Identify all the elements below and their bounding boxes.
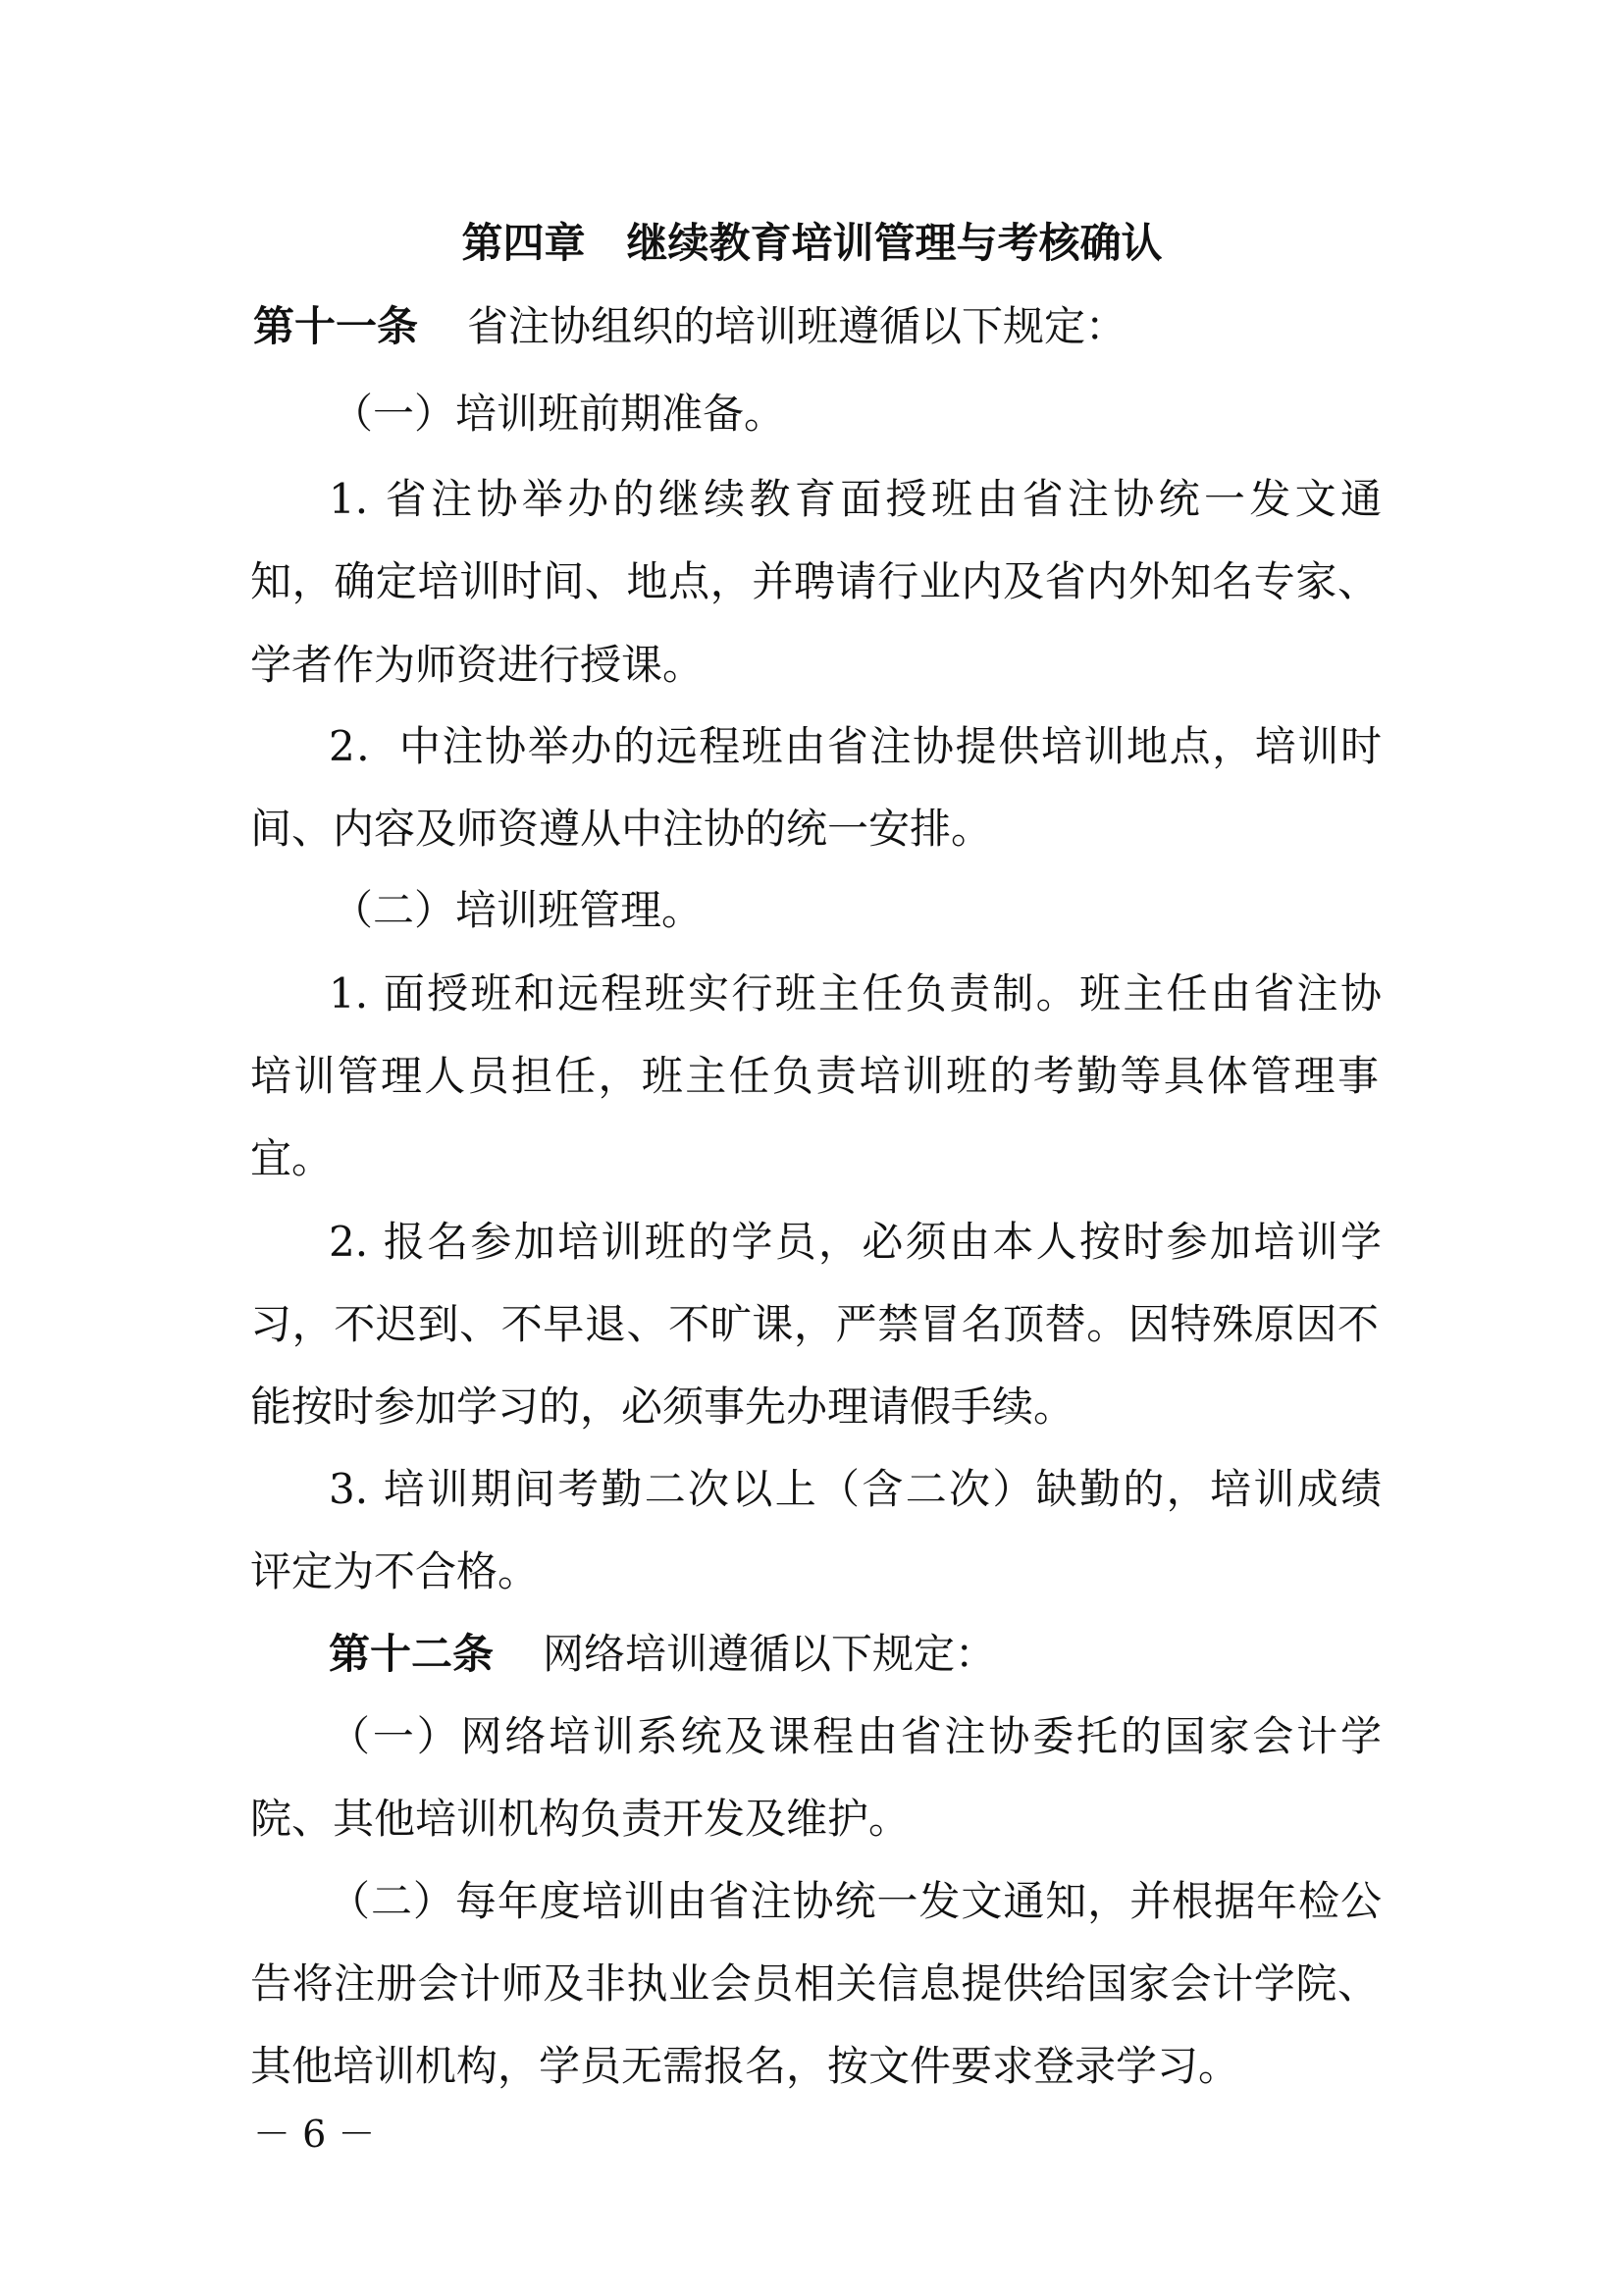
paragraph-line: 学者作为师资进行授课。 [250,641,705,689]
paragraph-line: 1. 面授班和远程班实行班主任负责制。班主任由省注协 [329,969,1382,1018]
section-1-heading: （一）培训班前期准备。 [332,390,786,438]
paragraph-line: 宜。 [250,1134,334,1182]
article-12-text: 网络培训遵循以下规定： [543,1630,997,1678]
article-12-line [329,1625,996,1684]
paragraph-line: （二）每年度培训由省注协统一发文通知，并根据年检公 [329,1877,1382,1925]
paragraph-line: 评定为不合格。 [250,1547,540,1595]
paragraph-line: 院、其他培训机构负责开发及维护。 [250,1795,911,1843]
paragraph-line: 2. 报名参加培训班的学员，必须由本人按时参加培训学 [329,1218,1382,1266]
paragraph-line: 告将注册会计师及非执业会员相关信息提供给国家会计学院、 [250,1959,1379,2008]
paragraph-line: 能按时参加学习的，必须事先办理请假手续。 [250,1383,1075,1431]
article-11-text: 省注协组织的培训班遵循以下规定： [467,302,1127,350]
paragraph-line: 其他培训机构，学员无需报名，按文件要求登录学习。 [250,2042,1240,2090]
article-12-head: 第十二条 [329,1630,495,1678]
paragraph-line: （一）网络培训系统及课程由省注协委托的国家会计学 [329,1712,1382,1760]
paragraph-line: 培训管理人员担任，班主任负责培训班的考勤等具体管理事 [250,1052,1379,1100]
paragraph-line: 3. 培训期间考勤二次以上（含二次）缺勤的，培训成绩 [329,1465,1382,1513]
section-2-heading: （二）培训班管理。 [332,886,704,934]
paragraph-line: 知，确定培训时间、地点，并聘请行业内及省内外知名专家、 [250,557,1379,605]
paragraph-line: 习，不迟到、不早退、不旷课，严禁冒名顶替。因特殊原因不 [250,1300,1379,1348]
chapter-heading: 继续教育培训管理与考核确认 [626,219,1163,267]
article-11-line [253,297,1126,356]
page-number: － 6 － [253,2113,376,2156]
paragraph-line: 2．中注协举办的远程班由省注协提供培训地点，培训时 [329,722,1382,770]
chapter-number: 第四章 [461,219,586,267]
paragraph-line: 间、内容及师资遵从中注协的统一安排。 [250,805,993,853]
paragraph-line: 1. 省注协举办的继续教育面授班由省注协统一发文通 [329,475,1382,523]
chapter-title [0,214,1624,273]
article-11-head: 第十一条 [253,302,419,350]
